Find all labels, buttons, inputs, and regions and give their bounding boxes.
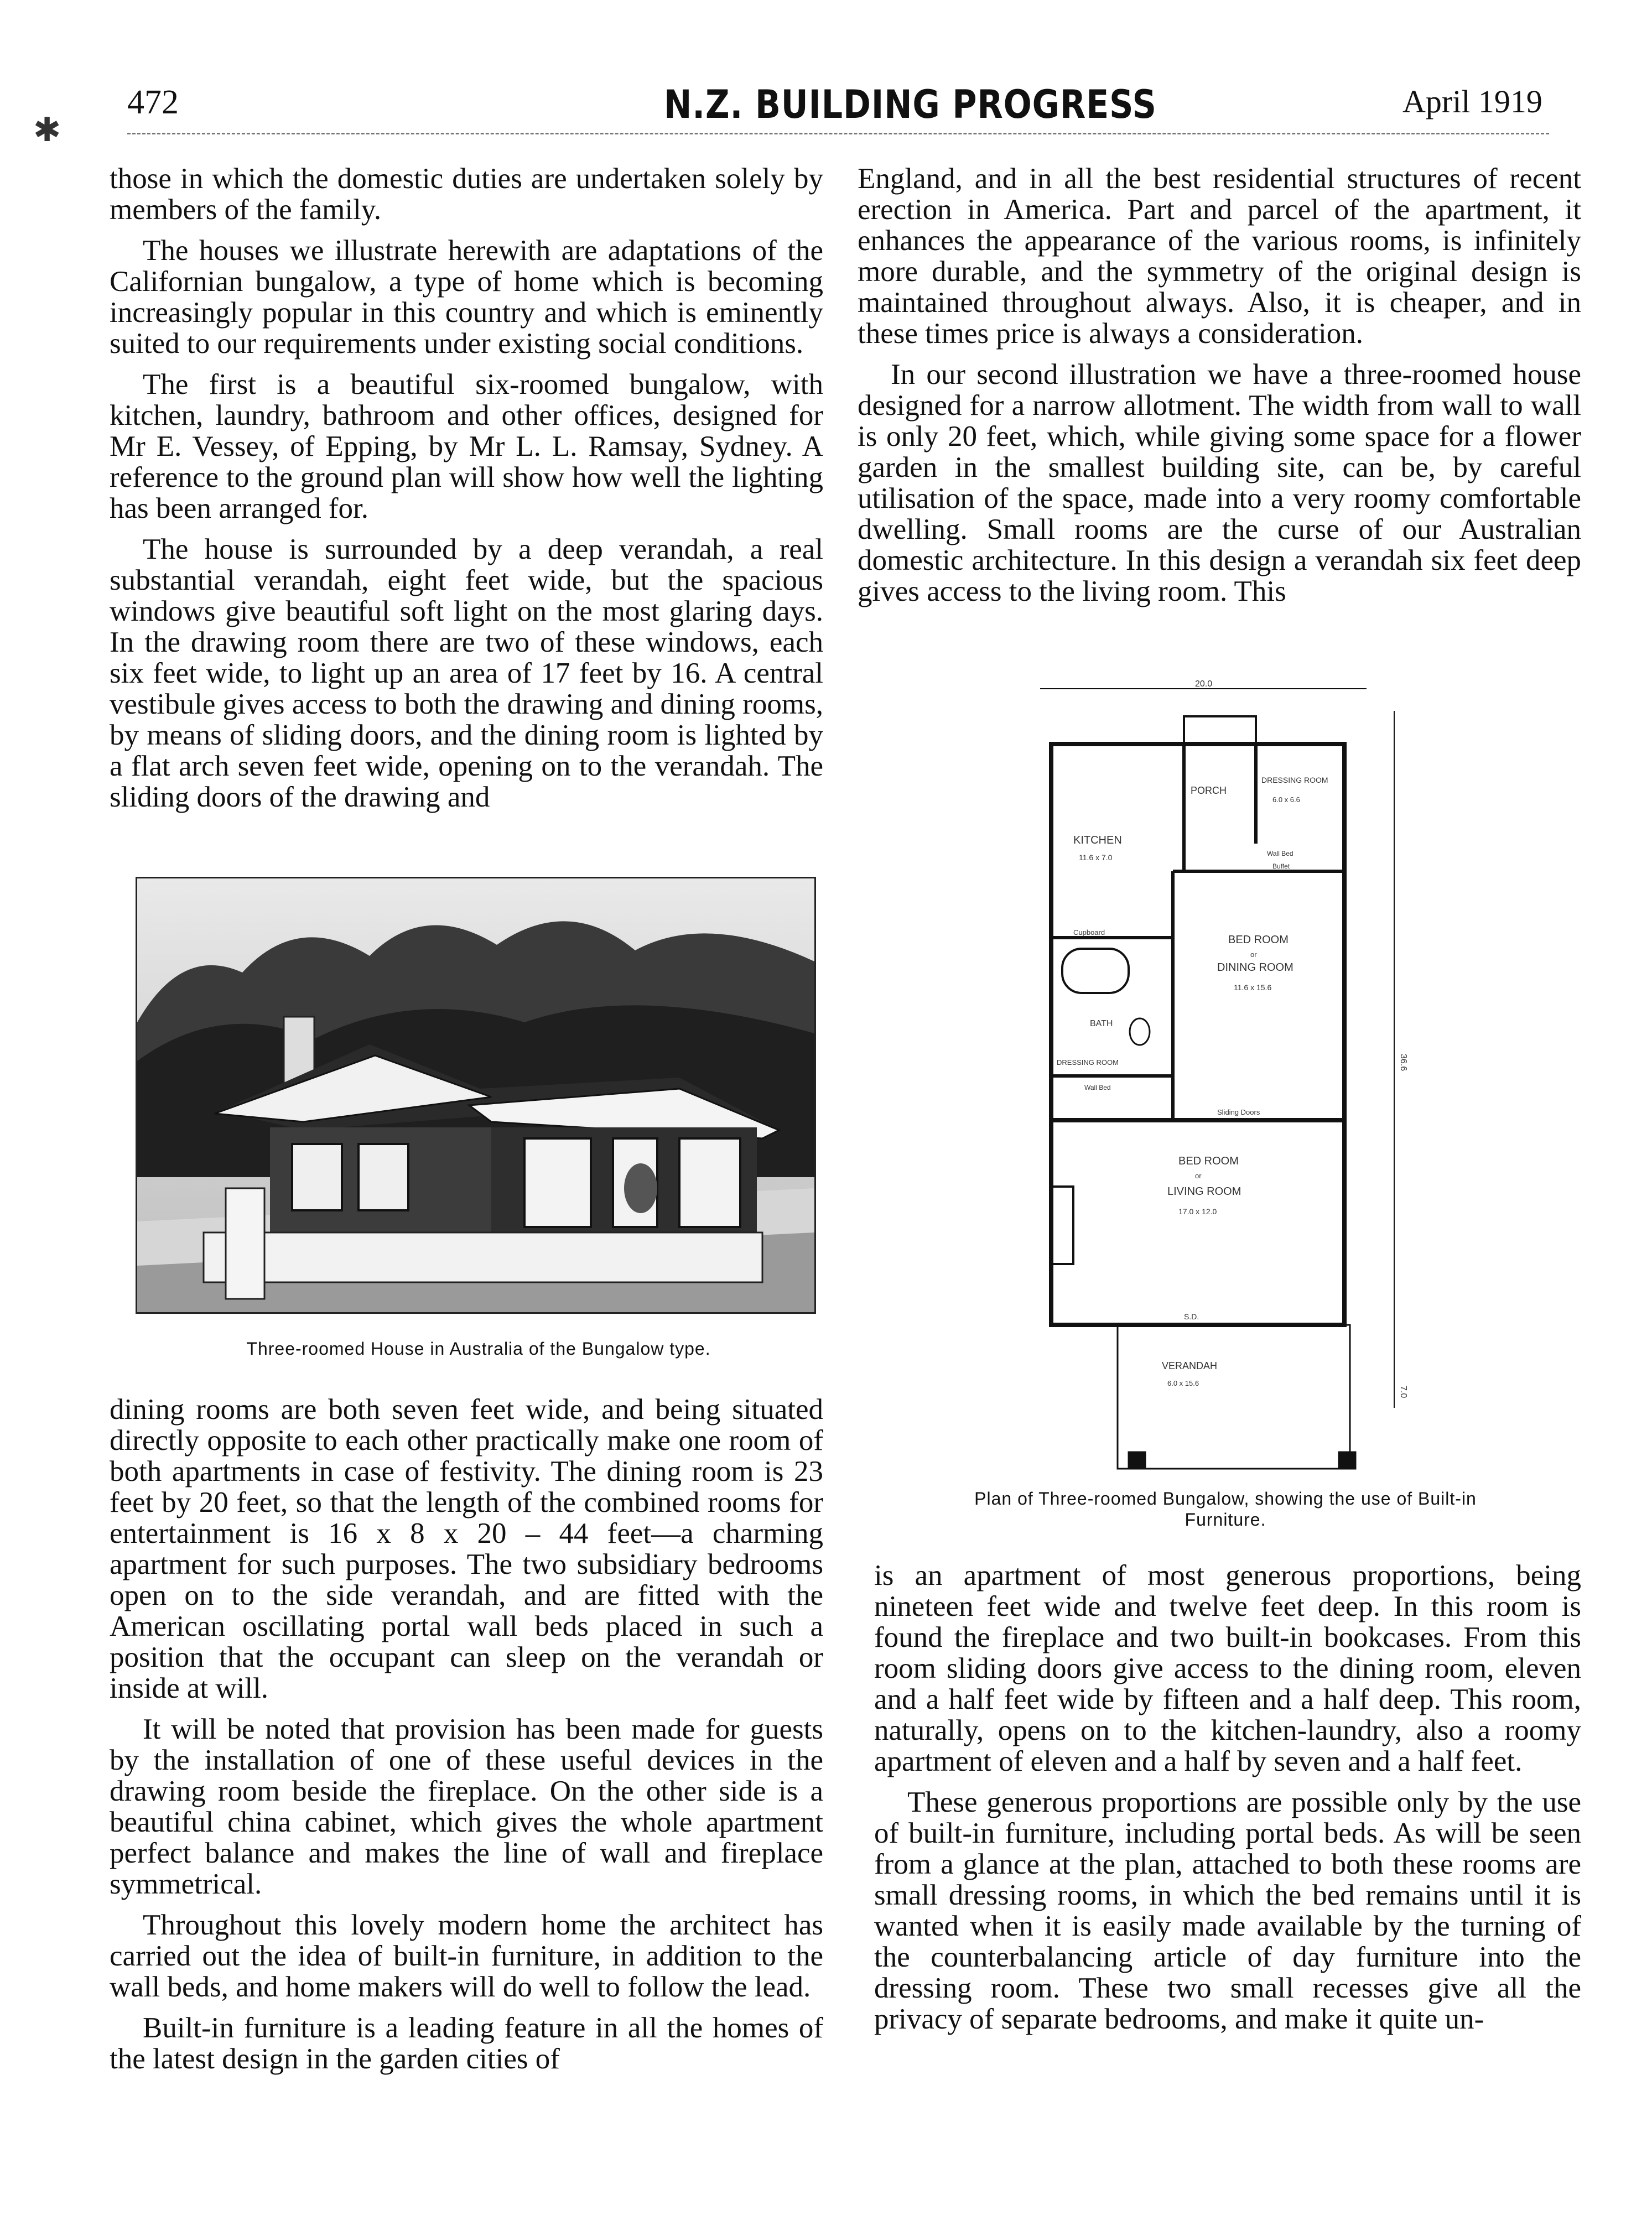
plan-buffet: Buffet [1272,862,1290,870]
paragraph: Built-in furniture is a leading feature in all the homes of the latest design in the garden cities of [110,2012,823,2075]
ink-mark-icon: ✱ [33,111,61,149]
bungalow-photo [136,877,816,1314]
plan-caption: Plan of Three-roomed Bungalow, showing the use of Built-in Furniture. [974,1489,1477,1530]
plan-verandah-label: VERANDAH [1162,1360,1218,1371]
plan-living-size: 17.0 x 12.0 [1178,1207,1217,1216]
paragraph: The first is a beautiful six-roomed bungalow, with kitchen, laundry, bathroom and other offices, designed for Mr E. Vessey, of Epping, by Mr L. L. Ramsay, Sydney. A reference to the ground plan will show how well the lighting has been arranged for. [110,368,823,524]
column-2-top [858,163,1581,617]
paragraph: It will be noted that provision has been made for guests by the installation of one of these useful devices in the drawing room beside the fireplace. On the other side is a beautiful china cabinet, which gives the whole apartment perfect balance and makes the line of wall and fireplace symmetrical. [110,1713,823,1900]
plan-verandah-dim: 7.0 [1399,1386,1408,1398]
plan-living-room: LIVING ROOM [1167,1185,1241,1198]
plan-dining-room: DINING ROOM [1217,961,1293,974]
plan-wall-bed-bottom: Wall Bed [1084,1084,1111,1091]
column-1-top [110,163,823,823]
plan-bed-room-1: BED ROOM [1228,934,1289,946]
plan-width-dim: 20.0 [1195,679,1213,689]
paragraph: is an apartment of most generous proportions, being nineteen feet wide and twelve feet deep. In this room is found the fireplace and two built-in bookcases. From this room sliding doors give access to the dining room, eleven and a half feet wide by fifteen and a half deep. This room, naturally, opens on to the kitchen-laundry, also a roomy apartment of eleven and a half by seven and a half feet. [874,1559,1581,1777]
plan-sd: S.D. [1184,1312,1199,1321]
plan-verandah-size: 6.0 x 15.6 [1167,1379,1199,1387]
plan-or-2: or [1195,1172,1202,1180]
column-1-bottom [110,1394,823,2084]
plan-kitchen-label: KITCHEN [1073,834,1122,846]
paragraph: Throughout this lovely modern home the architect has carried out the idea of built-in furniture, in addition to the wall beds, and home makers will do well to follow the lead. [110,1909,823,2003]
plan-dining-size: 11.6 x 15.6 [1234,983,1272,992]
paragraph: dining rooms are both seven feet wide, and being situated directly opposite to each other practically make one room of both apartments in case of festivity. The dining room is 23 feet by 20 feet, so that the length of the combined rooms for entertainment is 16 x 8 x 20 – 44 feet—a charming apartment for such purposes. The two subsidiary bedrooms open on to the side verandah, and are fitted with the American oscillating portal wall beds placed in such a position that the occupant can sleep on the verandah or inside at will. [110,1393,823,1704]
plan-dressing-room-top-size: 6.0 x 6.6 [1272,795,1300,804]
plan-bed-room-2: BED ROOM [1178,1155,1239,1167]
plan-porch-label: PORCH [1191,785,1227,796]
plan-cupboard: Cupboard [1073,928,1105,937]
plan-or-1: or [1250,950,1257,959]
column-2-bottom [874,1560,1581,2045]
floor-plan [1029,678,1416,1485]
photo-caption: Three-roomed House in Australia of the Bungalow type. [246,1339,711,1359]
page-number: 472 [127,84,179,121]
paragraph: The house is surrounded by a deep verandah, a real substantial verandah, eight feet wide, but the spacious windows give beautiful soft light on the most glaring days. In the drawing room there are two of these windows, each six feet wide, to light up an area of 17 feet by 16. A central vestibule gives access to both the drawing and dining rooms, by means of sliding doors, and the dining room is lighted by a flat arch seven feet wide, opening on to the verandah. The sliding doors of the drawing and [110,533,823,813]
issue-date: April 1919 [1402,84,1542,119]
paragraph: These generous proportions are possible only by the use of built-in furniture, including portal beds. As will be seen from a glance at the plan, attached to both these rooms are small dressing rooms, in which the bed remains until it is wanted when it is easily made available by the turning of the counterbalancing article of day furniture into the dressing room. These two small recesses give all the privacy of separate bedrooms, and make it quite un- [874,1786,1581,2035]
plan-depth-dim: 36.6 [1399,1054,1408,1072]
paragraph: The houses we illustrate herewith are adaptations of the Californian bungalow, a type of home which is becoming increasingly popular in this country and which is eminently suited to our requirements under existing social conditions. [110,235,823,360]
plan-bath: BATH [1090,1019,1113,1028]
plan-wall-bed-top: Wall Bed [1267,850,1293,857]
paragraph: In our second illustration we have a three-roomed house designed for a narrow allotment. The width from wall to wall is only 20 feet, which, while giving some space for a flower garden in the smallest building site, can be, by careful utilisation of the space, made into a very roomy comfortable dwelling. Small rooms are the curse of our Australian domestic architecture. In this design a verandah six feet deep gives access to the living room. This [858,358,1581,607]
plan-kitchen-size: 11.6 x 7.0 [1079,853,1113,862]
header-rule [127,133,1549,134]
plan-sliding-doors: Sliding Doors [1217,1108,1260,1116]
plan-dressing-room-bottom: DRESSING ROOM [1057,1058,1119,1067]
paragraph: England, and in all the best residential structures of recent erection in America. Part and parcel of the apartment, it enhances the appearance of the various rooms, is infinitely more durable, and the symmetry of the original design is maintained throughout always. Also, it is cheaper, and in these times price is always a consideration. [858,163,1581,350]
plan-dressing-room-top: DRESSING ROOM [1261,776,1328,784]
paragraph: those in which the domestic duties are undertaken solely by members of the family. [110,163,823,226]
journal-title: N.Z. BUILDING PROGRESS [664,82,1157,127]
